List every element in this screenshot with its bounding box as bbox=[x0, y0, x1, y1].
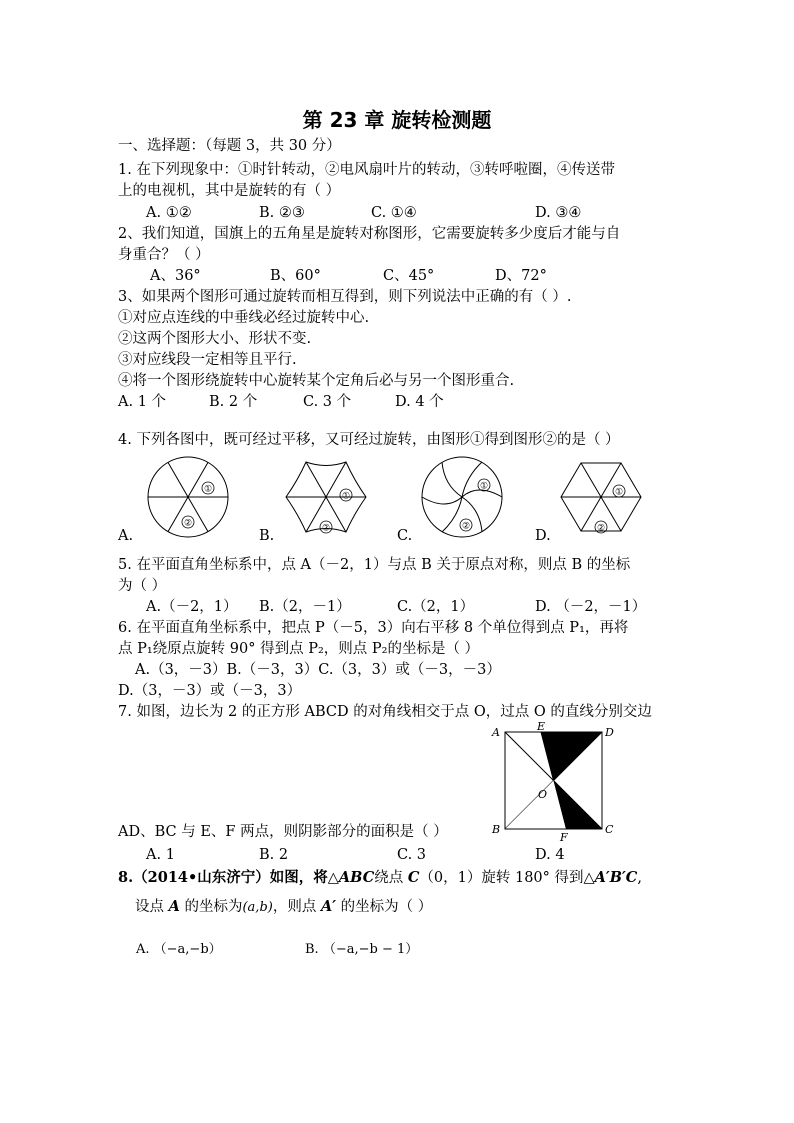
q3-option-a: A. 1 个 bbox=[118, 394, 167, 410]
q3-option-d: D. 4 个 bbox=[395, 394, 444, 410]
q7-line1: 7. 如图，边长为 2 的正方形 ABCD 的对角线相交于点 O，过点 O 的直线分别交边 bbox=[118, 704, 652, 720]
q4-label-b: B. bbox=[259, 528, 275, 544]
q7-label-d: D bbox=[605, 726, 614, 739]
q8-option-b: B. （−a,−b − 1） bbox=[305, 942, 419, 957]
q4-label-c: C. bbox=[397, 528, 413, 544]
q2-option-d: D、72° bbox=[495, 268, 547, 284]
q4-figure-b bbox=[286, 462, 366, 534]
q2-option-b: B、60° bbox=[270, 268, 321, 284]
q8-mid: 绕点 bbox=[374, 870, 408, 886]
q4-figure-a bbox=[148, 457, 228, 537]
q7-option-d: D. 4 bbox=[535, 847, 565, 863]
q2-line2: 身重合？（ ） bbox=[118, 247, 210, 263]
q4-label-d: D. bbox=[535, 528, 551, 544]
q7-shaded-top bbox=[541, 732, 602, 781]
q7-label-c: C bbox=[605, 823, 614, 836]
q4c-mark-1: ① bbox=[479, 481, 489, 492]
q7-label-e: E bbox=[537, 720, 546, 733]
q6-line1: 6. 在平面直角坐标系中，把点 P（－5，3）向右平移 8 个单位得到点 P₁，再将 bbox=[118, 620, 629, 636]
q7-line2: AD、BC 与 E、F 两点，则阴影部分的面积是（ ） bbox=[118, 824, 448, 840]
q4b-mark-1: ① bbox=[341, 491, 351, 502]
q5-option-d: D. （－2，－1） bbox=[535, 599, 647, 615]
q1-option-d: D. ③④ bbox=[535, 205, 582, 221]
q7-label-f: F bbox=[560, 831, 568, 844]
q1-option-c: C. ①④ bbox=[371, 205, 417, 221]
q3-option-b: B. 2 个 bbox=[209, 394, 258, 410]
q2-line1: 2、我们知道，国旗上的五角星是旋转对称图形，它需要旋转多少度后才能与自 bbox=[118, 226, 621, 242]
q7-option-c: C. 3 bbox=[397, 847, 427, 863]
q8-abc: ABC bbox=[338, 869, 375, 886]
q7-label-a: A bbox=[492, 726, 500, 739]
q4b-mark-2: ② bbox=[321, 523, 331, 534]
q4-line1: 4. 下列各图中，既可经过平移，又可经过旋转，由图形①得到图形②的是（ ） bbox=[118, 432, 620, 448]
q7-label-b: B bbox=[492, 823, 501, 836]
q1-option-a: A. ①② bbox=[146, 205, 192, 221]
q4a-mark-2: ② bbox=[183, 518, 193, 529]
q8-ap: A′ bbox=[320, 898, 337, 915]
q1-line2: 上的电视机，其中是旋转的有（ ） bbox=[118, 183, 341, 199]
q1-line1: 1. 在下列现象中：①时针转动，②电风扇叶片的转动，③转呼啦圈，④传送带 bbox=[118, 162, 615, 178]
section-heading: 一、选择题：（每题 3，共 30 分） bbox=[118, 138, 341, 154]
q3-statement-4: ④将一个图形绕旋转中心旋转某个定角后必与另一个图形重合. bbox=[118, 373, 515, 389]
q7-option-a: A. 1 bbox=[146, 847, 175, 863]
q8-prefix: 8.（2014•山东济宁）如图，将△ bbox=[118, 869, 339, 886]
q2-option-a: A、36° bbox=[150, 268, 201, 284]
q5-option-b: B.（2，－1） bbox=[259, 599, 351, 615]
q6-option-d: D.（3，－3）或（－3，3） bbox=[118, 683, 302, 699]
q4-label-a: A. bbox=[118, 528, 134, 544]
q4-figure-c bbox=[422, 457, 502, 537]
q5-line2: 为（ ） bbox=[118, 578, 167, 594]
q8-coord: （0，1）旋转 180° 得到△ bbox=[419, 870, 595, 886]
q8-line2-prefix: 设点 bbox=[135, 899, 169, 915]
q8-line1 bbox=[118, 868, 642, 888]
q6-options-abc: A.（3，－3）B.（－3，3）C.（3，3）或（－3，－3） bbox=[135, 662, 501, 678]
q7-option-b: B. 2 bbox=[259, 847, 289, 863]
q3-statement-2: ②这两个图形大小、形状不变. bbox=[118, 331, 312, 347]
q5-option-a: A.（－2，1） bbox=[146, 599, 238, 615]
q4d-mark-1: ① bbox=[614, 487, 624, 498]
q1-option-b: B. ②③ bbox=[259, 205, 305, 221]
q8-line2-mid2: ，则点 bbox=[272, 899, 321, 915]
q2-option-c: C、45° bbox=[383, 268, 435, 284]
q3-statement-1: ①对应点连线的中垂线必经过旋转中心. bbox=[118, 310, 370, 326]
q8-a: A bbox=[168, 898, 180, 915]
q8-apbpc: A′B′C bbox=[594, 869, 638, 886]
q6-line2: 点 P₁绕原点旋转 90° 得到点 P₂，则点 P₂的坐标是（ ） bbox=[118, 641, 480, 657]
q8-ab: (a,b) bbox=[242, 900, 273, 915]
q3-option-c: C. 3 个 bbox=[303, 394, 352, 410]
q8-c: C bbox=[407, 869, 420, 886]
q7-label-o: O bbox=[538, 788, 548, 801]
q3-line1: 3、如果两个图形可通过旋转而相互得到，则下列说法中正确的有（ ）. bbox=[118, 289, 572, 305]
q8-end: , bbox=[637, 870, 642, 886]
q5-line1: 5. 在平面直角坐标系中，点 A（－2，1）与点 B 关于原点对称，则点 B 的坐标 bbox=[118, 557, 631, 573]
q7-figure bbox=[480, 720, 620, 845]
q5-option-c: C.（2，1） bbox=[397, 599, 475, 615]
q4a-mark-1: ① bbox=[203, 484, 213, 495]
q4-figure-d bbox=[561, 463, 641, 534]
q8-line2 bbox=[135, 897, 432, 918]
q8-line2-mid: 的坐标为 bbox=[179, 899, 243, 915]
q4c-mark-2: ② bbox=[461, 521, 471, 532]
q8-option-a: A. （−a,−b） bbox=[136, 942, 222, 957]
q8-line2-end: 的坐标为（ ） bbox=[336, 899, 433, 915]
page-title: 第 23 章 旋转检测题 bbox=[302, 108, 492, 132]
q3-statement-3: ③对应线段一定相等且平行. bbox=[118, 352, 297, 368]
q4d-mark-2: ② bbox=[596, 523, 606, 534]
